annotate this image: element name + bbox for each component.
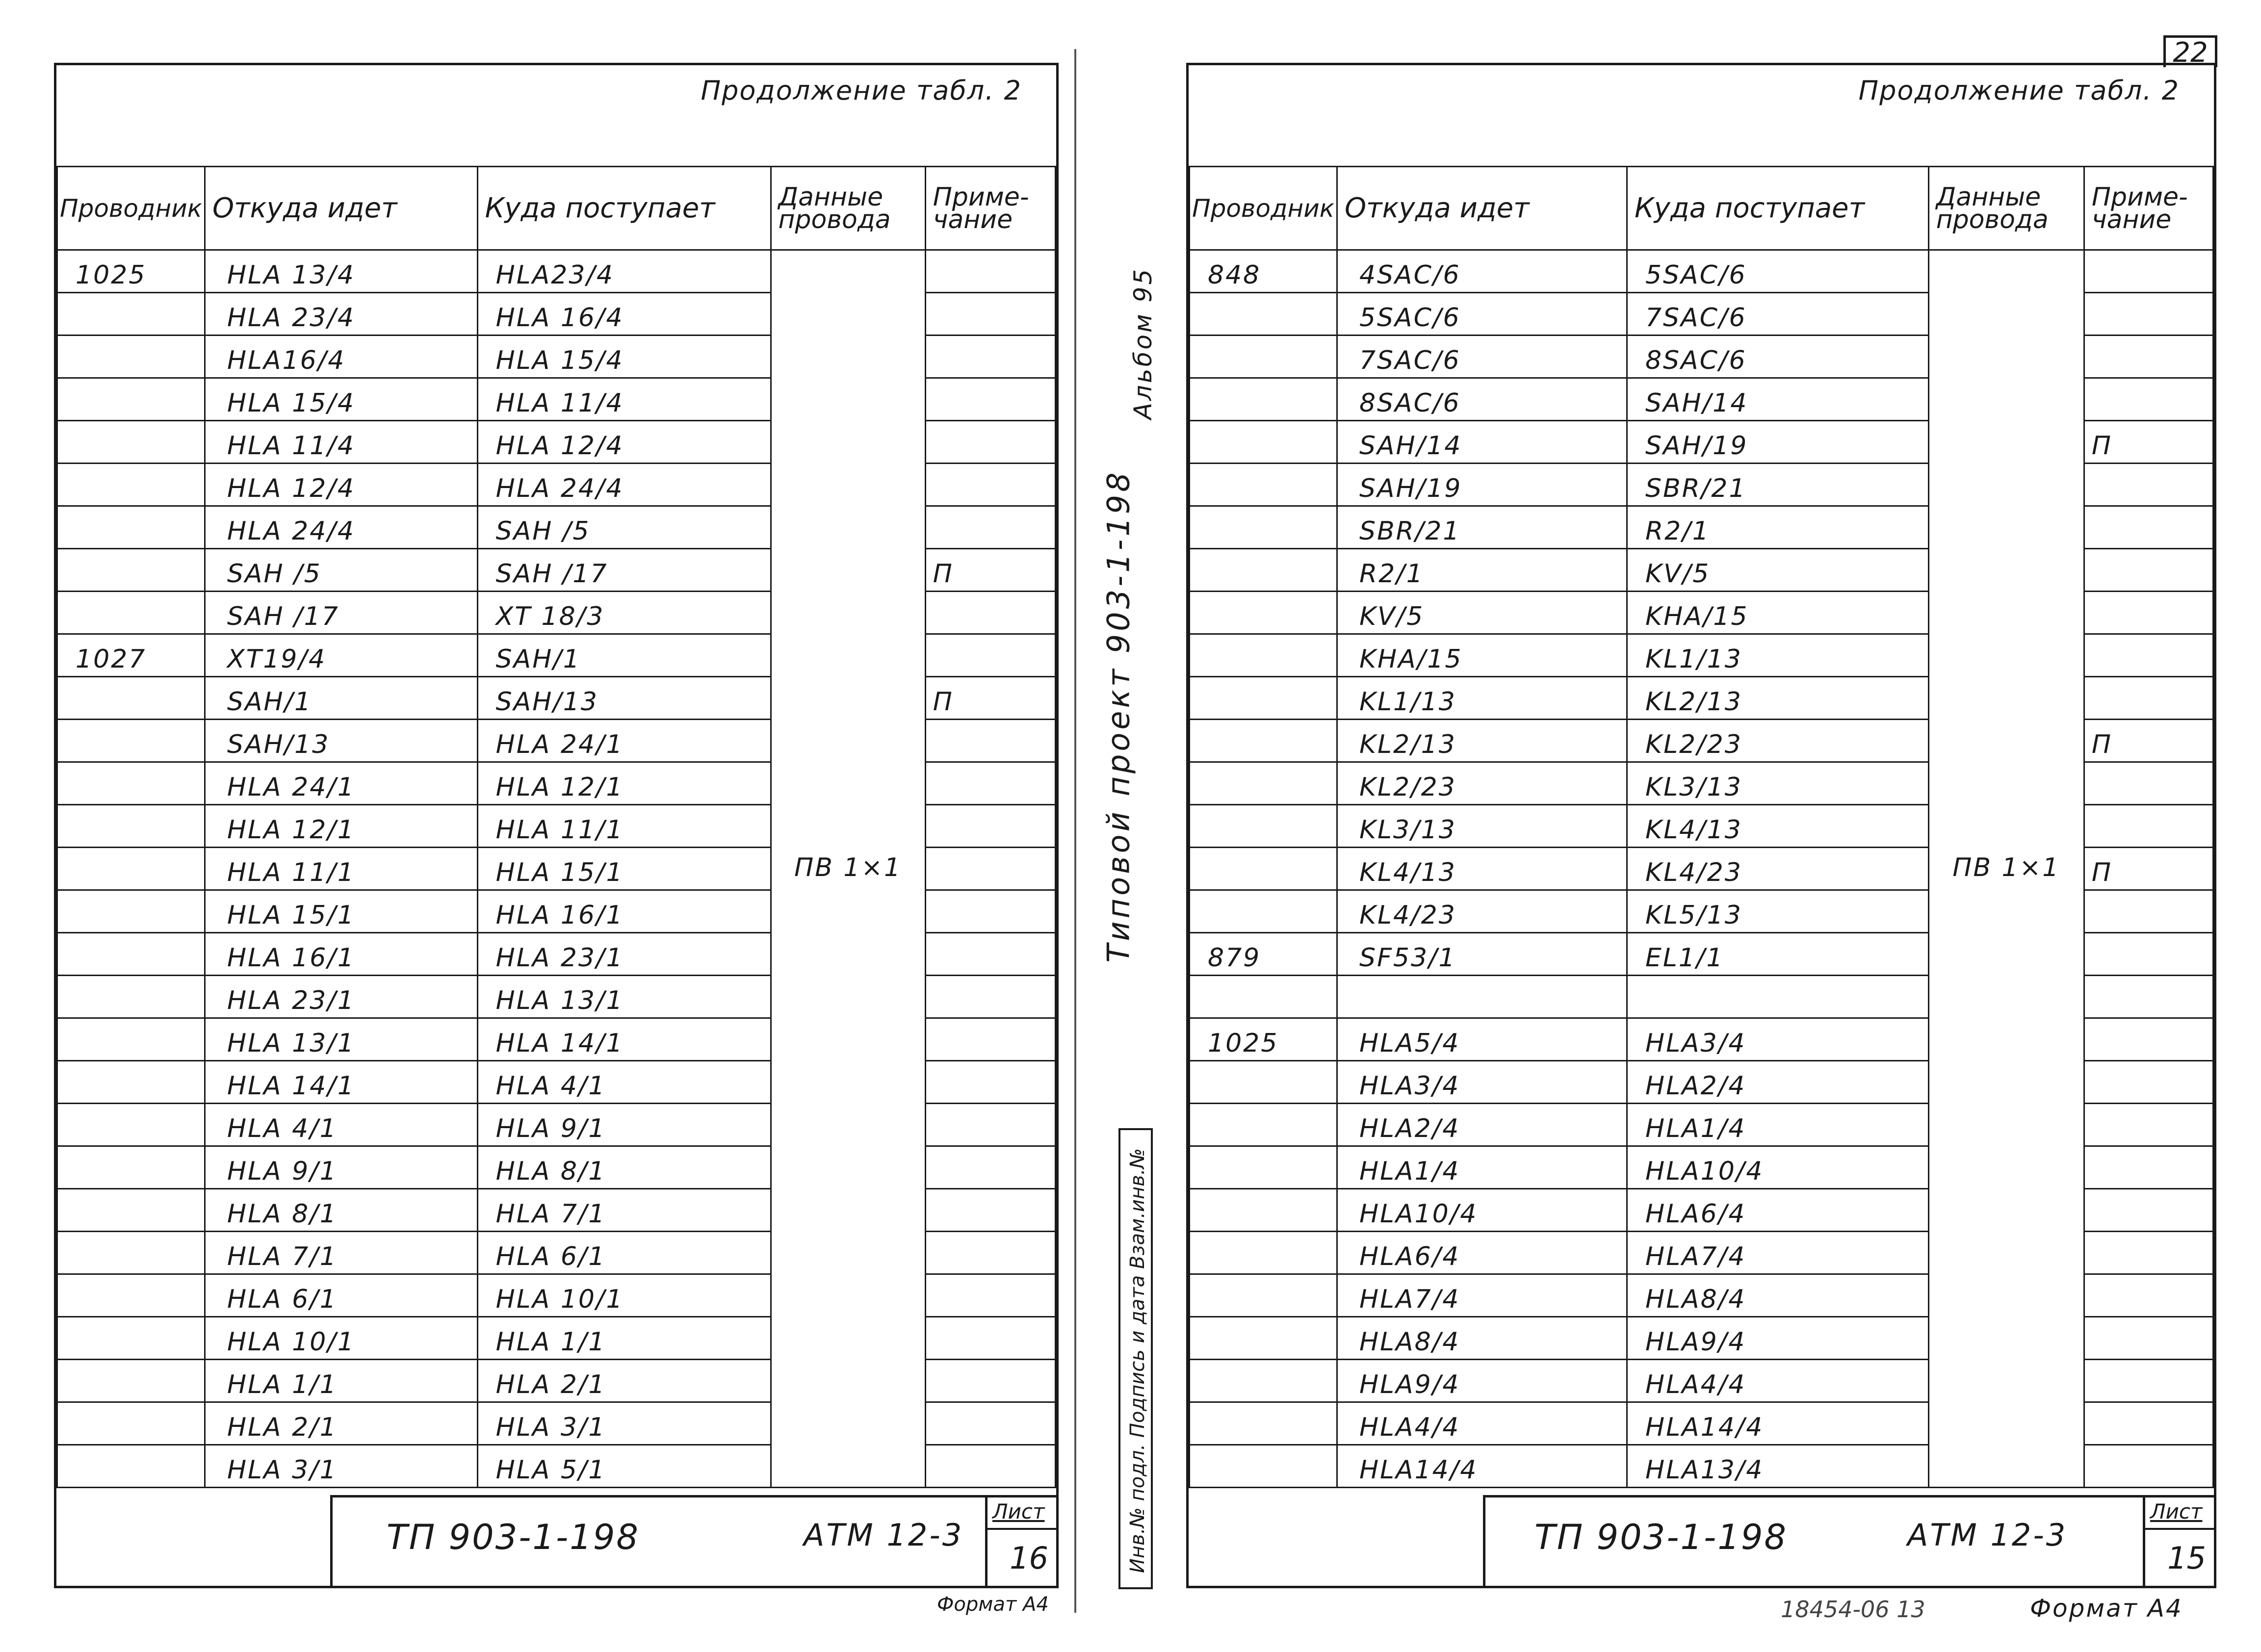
- note-cell: [2084, 1445, 2213, 1488]
- wire-cell: [57, 1146, 205, 1189]
- sheet-label: Лист: [992, 1499, 1045, 1523]
- to-cell: HLA8/4: [1627, 1274, 1928, 1317]
- wire-data-cell: ПВ 1×1: [1928, 250, 2084, 1488]
- header-wire: Проводник: [57, 167, 205, 250]
- from-cell: KL4/23: [1337, 890, 1627, 933]
- note-cell: [2084, 1232, 2213, 1274]
- header-from: Откуда идет: [1337, 167, 1627, 250]
- to-cell: SAH /17: [477, 549, 771, 592]
- note-cell: [925, 1018, 1055, 1061]
- to-cell: HLA 3/1: [477, 1402, 771, 1445]
- wire-cell: [57, 1360, 205, 1402]
- to-cell: KL3/13: [1627, 762, 1928, 805]
- from-cell: HLA 10/1: [205, 1317, 477, 1360]
- note-cell: [925, 464, 1055, 506]
- document-code: АТМ 12-3: [1907, 1517, 2068, 1553]
- to-cell: HLA 12/1: [477, 762, 771, 805]
- approval-stamp-column: [1118, 1128, 1153, 1589]
- note-cell: [2084, 1146, 2213, 1189]
- note-cell: [2084, 1402, 2213, 1445]
- table-row: [57, 250, 1056, 293]
- from-cell: KL2/23: [1337, 762, 1627, 805]
- document-code: АТМ 12-3: [804, 1517, 964, 1553]
- wire-cell: [1190, 634, 1337, 677]
- from-cell: HLA 12/1: [205, 805, 477, 848]
- to-cell: HLA 2/1: [477, 1360, 771, 1402]
- to-cell: HLA13/4: [1627, 1445, 1928, 1488]
- title-block: [330, 1495, 1056, 1586]
- from-cell: HLA5/4: [1337, 1018, 1627, 1061]
- from-cell: KV/5: [1337, 592, 1627, 634]
- from-cell: HLA 2/1: [205, 1402, 477, 1445]
- note-cell: [925, 293, 1055, 336]
- note-cell: [925, 1360, 1055, 1402]
- note-cell: [2084, 1104, 2213, 1146]
- wire-cell: 1027: [57, 634, 205, 677]
- sheet-number: 15: [2167, 1540, 2206, 1576]
- wire-table: [56, 166, 1056, 1488]
- note-cell: [925, 1317, 1055, 1360]
- wire-cell: [57, 1317, 205, 1360]
- wire-data-cell: ПВ 1×1: [771, 250, 925, 1488]
- from-cell: KL1/13: [1337, 677, 1627, 720]
- from-cell: HLA 12/4: [205, 464, 477, 506]
- sheet-divider: [988, 1528, 1056, 1530]
- to-cell: HLA 7/1: [477, 1189, 771, 1232]
- header-wire: Проводник: [1190, 167, 1337, 250]
- from-cell: HLA 6/1: [205, 1274, 477, 1317]
- from-cell: HLA7/4: [1337, 1274, 1627, 1317]
- from-cell: SAH /5: [205, 549, 477, 592]
- to-cell: KL4/13: [1627, 805, 1928, 848]
- to-cell: HLA 12/4: [477, 421, 771, 464]
- wire-cell: [57, 1402, 205, 1445]
- note-cell: [2084, 1317, 2213, 1360]
- to-cell: KL2/13: [1627, 677, 1928, 720]
- to-cell: KL4/23: [1627, 848, 1928, 890]
- wire-cell: [57, 421, 205, 464]
- from-cell: HLA2/4: [1337, 1104, 1627, 1146]
- note-cell: [925, 1061, 1055, 1104]
- from-cell: HLA 11/1: [205, 848, 477, 890]
- to-cell: 5SAC/6: [1627, 250, 1928, 293]
- from-cell: XT19/4: [205, 634, 477, 677]
- note-cell: [925, 1104, 1055, 1146]
- to-cell: HLA7/4: [1627, 1232, 1928, 1274]
- from-cell: 4SAC/6: [1337, 250, 1627, 293]
- wire-cell: [1190, 677, 1337, 720]
- to-cell: 8SAC/6: [1627, 336, 1928, 378]
- note-cell: [925, 250, 1055, 293]
- to-cell: HLA 23/1: [477, 933, 771, 976]
- wire-cell: [57, 805, 205, 848]
- note-cell: [2084, 250, 2213, 293]
- wire-cell: [1190, 1232, 1337, 1274]
- note-cell: [925, 1402, 1055, 1445]
- to-cell: HLA 6/1: [477, 1232, 771, 1274]
- wire-cell: [1190, 1189, 1337, 1232]
- from-cell: SAH/1: [205, 677, 477, 720]
- from-cell: HLA1/4: [1337, 1146, 1627, 1189]
- wire-cell: [1190, 1402, 1337, 1445]
- note-cell: [2084, 933, 2213, 976]
- to-cell: KL1/13: [1627, 634, 1928, 677]
- note-cell: [2084, 634, 2213, 677]
- from-cell: KL2/13: [1337, 720, 1627, 762]
- note-cell: [2084, 336, 2213, 378]
- from-cell: SAH/13: [205, 720, 477, 762]
- from-cell: HLA 4/1: [205, 1104, 477, 1146]
- wire-cell: [57, 1274, 205, 1317]
- note-cell: [2084, 1018, 2213, 1061]
- wire-cell: [57, 677, 205, 720]
- wire-cell: [1190, 762, 1337, 805]
- note-cell: [925, 890, 1055, 933]
- note-cell: [2084, 890, 2213, 933]
- to-cell: SAH/14: [1627, 378, 1928, 421]
- from-cell: HLA3/4: [1337, 1061, 1627, 1104]
- note-cell: П: [2084, 720, 2213, 762]
- note-cell: [2084, 378, 2213, 421]
- wire-cell: [1190, 1274, 1337, 1317]
- to-cell: HLA6/4: [1627, 1189, 1928, 1232]
- to-cell: 7SAC/6: [1627, 293, 1928, 336]
- table-header-row: [1190, 167, 2213, 250]
- note-cell: [925, 720, 1055, 762]
- wire-cell: [1190, 848, 1337, 890]
- wire-cell: [1190, 592, 1337, 634]
- to-cell: HLA 10/1: [477, 1274, 771, 1317]
- wire-cell: [57, 464, 205, 506]
- note-cell: [2084, 1360, 2213, 1402]
- wire-cell: [1190, 464, 1337, 506]
- title-block: [1483, 1495, 2214, 1586]
- wire-cell: [1190, 336, 1337, 378]
- note-cell: П: [2084, 848, 2213, 890]
- format-label: Формат А4: [2030, 1594, 2183, 1623]
- wire-cell: [1190, 1104, 1337, 1146]
- wire-cell: [57, 1061, 205, 1104]
- note-cell: [925, 848, 1055, 890]
- to-cell: HLA10/4: [1627, 1146, 1928, 1189]
- note-cell: П: [2084, 421, 2213, 464]
- wire-cell: 879: [1190, 933, 1337, 976]
- note-cell: [925, 976, 1055, 1018]
- wire-cell: [57, 1232, 205, 1274]
- wire-cell: [1190, 378, 1337, 421]
- note-cell: [2084, 976, 2213, 1018]
- note-cell: [925, 421, 1055, 464]
- to-cell: HLA 15/1: [477, 848, 771, 890]
- header-data: Данные провода: [1928, 167, 2084, 250]
- wire-cell: 848: [1190, 250, 1337, 293]
- wire-cell: 1025: [1190, 1018, 1337, 1061]
- document-number: ТП 903-1-198: [1534, 1517, 1788, 1557]
- from-cell: HLA 24/1: [205, 762, 477, 805]
- note-cell: [925, 1146, 1055, 1189]
- wire-cell: [1190, 805, 1337, 848]
- note-cell: [2084, 1061, 2213, 1104]
- table-body: [57, 250, 1056, 1488]
- from-cell: HLA4/4: [1337, 1402, 1627, 1445]
- sheet-box: [2143, 1497, 2214, 1586]
- to-cell: HLA 16/1: [477, 890, 771, 933]
- wire-cell: [57, 1018, 205, 1061]
- from-cell: KL4/13: [1337, 848, 1627, 890]
- sheet-number: 16: [1010, 1540, 1048, 1576]
- wire-cell: [1190, 1317, 1337, 1360]
- wire-cell: [57, 933, 205, 976]
- from-cell: SAH /17: [205, 592, 477, 634]
- table-body: [1190, 250, 2213, 1488]
- from-cell: HLA 16/1: [205, 933, 477, 976]
- from-cell: HLA 23/4: [205, 293, 477, 336]
- to-cell: R2/1: [1627, 506, 1928, 549]
- to-cell: KV/5: [1627, 549, 1928, 592]
- from-cell: HLA 15/4: [205, 378, 477, 421]
- table-header-row: [57, 167, 1056, 250]
- to-cell: HLA 24/4: [477, 464, 771, 506]
- to-cell: SAH/19: [1627, 421, 1928, 464]
- note-cell: [925, 762, 1055, 805]
- wire-cell: [57, 976, 205, 1018]
- inventory-number: 18454-06 13: [1781, 1596, 1925, 1623]
- wire-cell: [1190, 1445, 1337, 1488]
- note-cell: [925, 378, 1055, 421]
- page-fold-line: [1074, 49, 1076, 1613]
- from-cell: 5SAC/6: [1337, 293, 1627, 336]
- table-row: [1190, 250, 2213, 293]
- sheet-box: [985, 1497, 1056, 1586]
- from-cell: HLA 1/1: [205, 1360, 477, 1402]
- to-cell: HLA1/4: [1627, 1104, 1928, 1146]
- wire-cell: [57, 506, 205, 549]
- note-cell: [925, 336, 1055, 378]
- from-cell: HLA14/4: [1337, 1445, 1627, 1488]
- to-cell: HLA9/4: [1627, 1317, 1928, 1360]
- wire-cell: [1190, 549, 1337, 592]
- to-cell: HLA 9/1: [477, 1104, 771, 1146]
- wire-cell: [1190, 506, 1337, 549]
- wire-cell: [57, 293, 205, 336]
- table-caption: Продолжение табл. 2: [1858, 75, 2180, 106]
- from-cell: HLA 3/1: [205, 1445, 477, 1488]
- wire-cell: 1025: [57, 250, 205, 293]
- wire-cell: [1190, 1146, 1337, 1189]
- wire-cell: [57, 1189, 205, 1232]
- note-cell: [925, 506, 1055, 549]
- wire-cell: [1190, 1061, 1337, 1104]
- format-label: Формат А4: [937, 1593, 1049, 1616]
- from-cell: HLA 23/1: [205, 976, 477, 1018]
- right-sheet: [1186, 63, 2216, 1588]
- to-cell: HLA 14/1: [477, 1018, 771, 1061]
- note-cell: [2084, 506, 2213, 549]
- header-note: Приме- чание: [925, 167, 1055, 250]
- to-cell: HLA 5/1: [477, 1445, 771, 1488]
- to-cell: HLA 24/1: [477, 720, 771, 762]
- to-cell: HLA 13/1: [477, 976, 771, 1018]
- wire-cell: [57, 890, 205, 933]
- note-cell: [2084, 677, 2213, 720]
- to-cell: XT 18/3: [477, 592, 771, 634]
- note-cell: [925, 1232, 1055, 1274]
- from-cell: HLA 13/4: [205, 250, 477, 293]
- note-cell: [925, 1445, 1055, 1488]
- to-cell: EL1/1: [1627, 933, 1928, 976]
- note-cell: [925, 592, 1055, 634]
- note-cell: [2084, 805, 2213, 848]
- from-cell: SBR/21: [1337, 506, 1627, 549]
- wire-table: [1189, 166, 2214, 1488]
- to-cell: KL2/23: [1627, 720, 1928, 762]
- to-cell: HLA 8/1: [477, 1146, 771, 1189]
- to-cell: HLA4/4: [1627, 1360, 1928, 1402]
- from-cell: HLA 13/1: [205, 1018, 477, 1061]
- wire-cell: [1190, 421, 1337, 464]
- note-cell: [925, 1189, 1055, 1232]
- to-cell: KHA/15: [1627, 592, 1928, 634]
- to-cell: HLA 4/1: [477, 1061, 771, 1104]
- to-cell: HLA 16/4: [477, 293, 771, 336]
- from-cell: SAH/14: [1337, 421, 1627, 464]
- note-cell: [2084, 592, 2213, 634]
- wire-cell: [1190, 1360, 1337, 1402]
- note-cell: [2084, 464, 2213, 506]
- note-cell: [925, 1274, 1055, 1317]
- from-cell: HLA9/4: [1337, 1360, 1627, 1402]
- to-cell: HLA3/4: [1627, 1018, 1928, 1061]
- to-cell: SBR/21: [1627, 464, 1928, 506]
- from-cell: [1337, 976, 1627, 1018]
- note-cell: [2084, 293, 2213, 336]
- note-cell: [925, 933, 1055, 976]
- wire-cell: [1190, 720, 1337, 762]
- from-cell: HLA 14/1: [205, 1061, 477, 1104]
- wire-cell: [1190, 976, 1337, 1018]
- from-cell: HLA 8/1: [205, 1189, 477, 1232]
- to-cell: HLA2/4: [1627, 1061, 1928, 1104]
- to-cell: HLA 1/1: [477, 1317, 771, 1360]
- from-cell: HLA6/4: [1337, 1232, 1627, 1274]
- approval-stamp-text: Инв.№ подл. Подпись и дата Взам.инв.№: [1126, 1148, 1149, 1574]
- to-cell: HLA 11/1: [477, 805, 771, 848]
- header-data: Данные провода: [771, 167, 925, 250]
- to-cell: HLA23/4: [477, 250, 771, 293]
- from-cell: HLA 15/1: [205, 890, 477, 933]
- to-cell: KL5/13: [1627, 890, 1928, 933]
- from-cell: HLA 24/4: [205, 506, 477, 549]
- from-cell: 8SAC/6: [1337, 378, 1627, 421]
- wire-cell: [57, 378, 205, 421]
- header-note: Приме- чание: [2084, 167, 2213, 250]
- wire-cell: [57, 1104, 205, 1146]
- to-cell: HLA 15/4: [477, 336, 771, 378]
- sheet-divider: [2145, 1528, 2214, 1530]
- table-caption: Продолжение табл. 2: [701, 75, 1022, 106]
- wire-cell: [1190, 293, 1337, 336]
- from-cell: HLA 9/1: [205, 1146, 477, 1189]
- to-cell: [1627, 976, 1928, 1018]
- from-cell: HLA8/4: [1337, 1317, 1627, 1360]
- from-cell: KHA/15: [1337, 634, 1627, 677]
- from-cell: 7SAC/6: [1337, 336, 1627, 378]
- header-to: Куда поступает: [1627, 167, 1928, 250]
- wire-cell: [57, 1445, 205, 1488]
- project-label: Типовой проект 903-1-198: [1100, 469, 1137, 963]
- to-cell: SAH/1: [477, 634, 771, 677]
- wire-cell: [57, 592, 205, 634]
- wire-cell: [57, 720, 205, 762]
- from-cell: HLA16/4: [205, 336, 477, 378]
- from-cell: HLA 7/1: [205, 1232, 477, 1274]
- from-cell: KL3/13: [1337, 805, 1627, 848]
- page-number: 22: [2163, 35, 2217, 67]
- note-cell: [2084, 1274, 2213, 1317]
- wire-cell: [57, 848, 205, 890]
- from-cell: SAH/19: [1337, 464, 1627, 506]
- to-cell: SAH /5: [477, 506, 771, 549]
- note-cell: П: [925, 677, 1055, 720]
- wire-cell: [57, 549, 205, 592]
- header-from: Откуда идет: [205, 167, 477, 250]
- to-cell: HLA 11/4: [477, 378, 771, 421]
- document-number: ТП 903-1-198: [387, 1517, 640, 1557]
- album-label: Альбом 95: [1129, 267, 1157, 420]
- sheet-label: Лист: [2150, 1499, 2203, 1523]
- to-cell: SAH/13: [477, 677, 771, 720]
- to-cell: HLA14/4: [1627, 1402, 1928, 1445]
- note-cell: П: [925, 549, 1055, 592]
- from-cell: HLA10/4: [1337, 1189, 1627, 1232]
- from-cell: HLA 11/4: [205, 421, 477, 464]
- from-cell: R2/1: [1337, 549, 1627, 592]
- note-cell: [925, 805, 1055, 848]
- note-cell: [925, 634, 1055, 677]
- from-cell: SF53/1: [1337, 933, 1627, 976]
- note-cell: [2084, 1189, 2213, 1232]
- note-cell: [2084, 762, 2213, 805]
- note-cell: [2084, 549, 2213, 592]
- wire-cell: [1190, 890, 1337, 933]
- wire-cell: [57, 336, 205, 378]
- wire-cell: [57, 762, 205, 805]
- header-to: Куда поступает: [477, 167, 771, 250]
- left-sheet: [54, 63, 1059, 1588]
